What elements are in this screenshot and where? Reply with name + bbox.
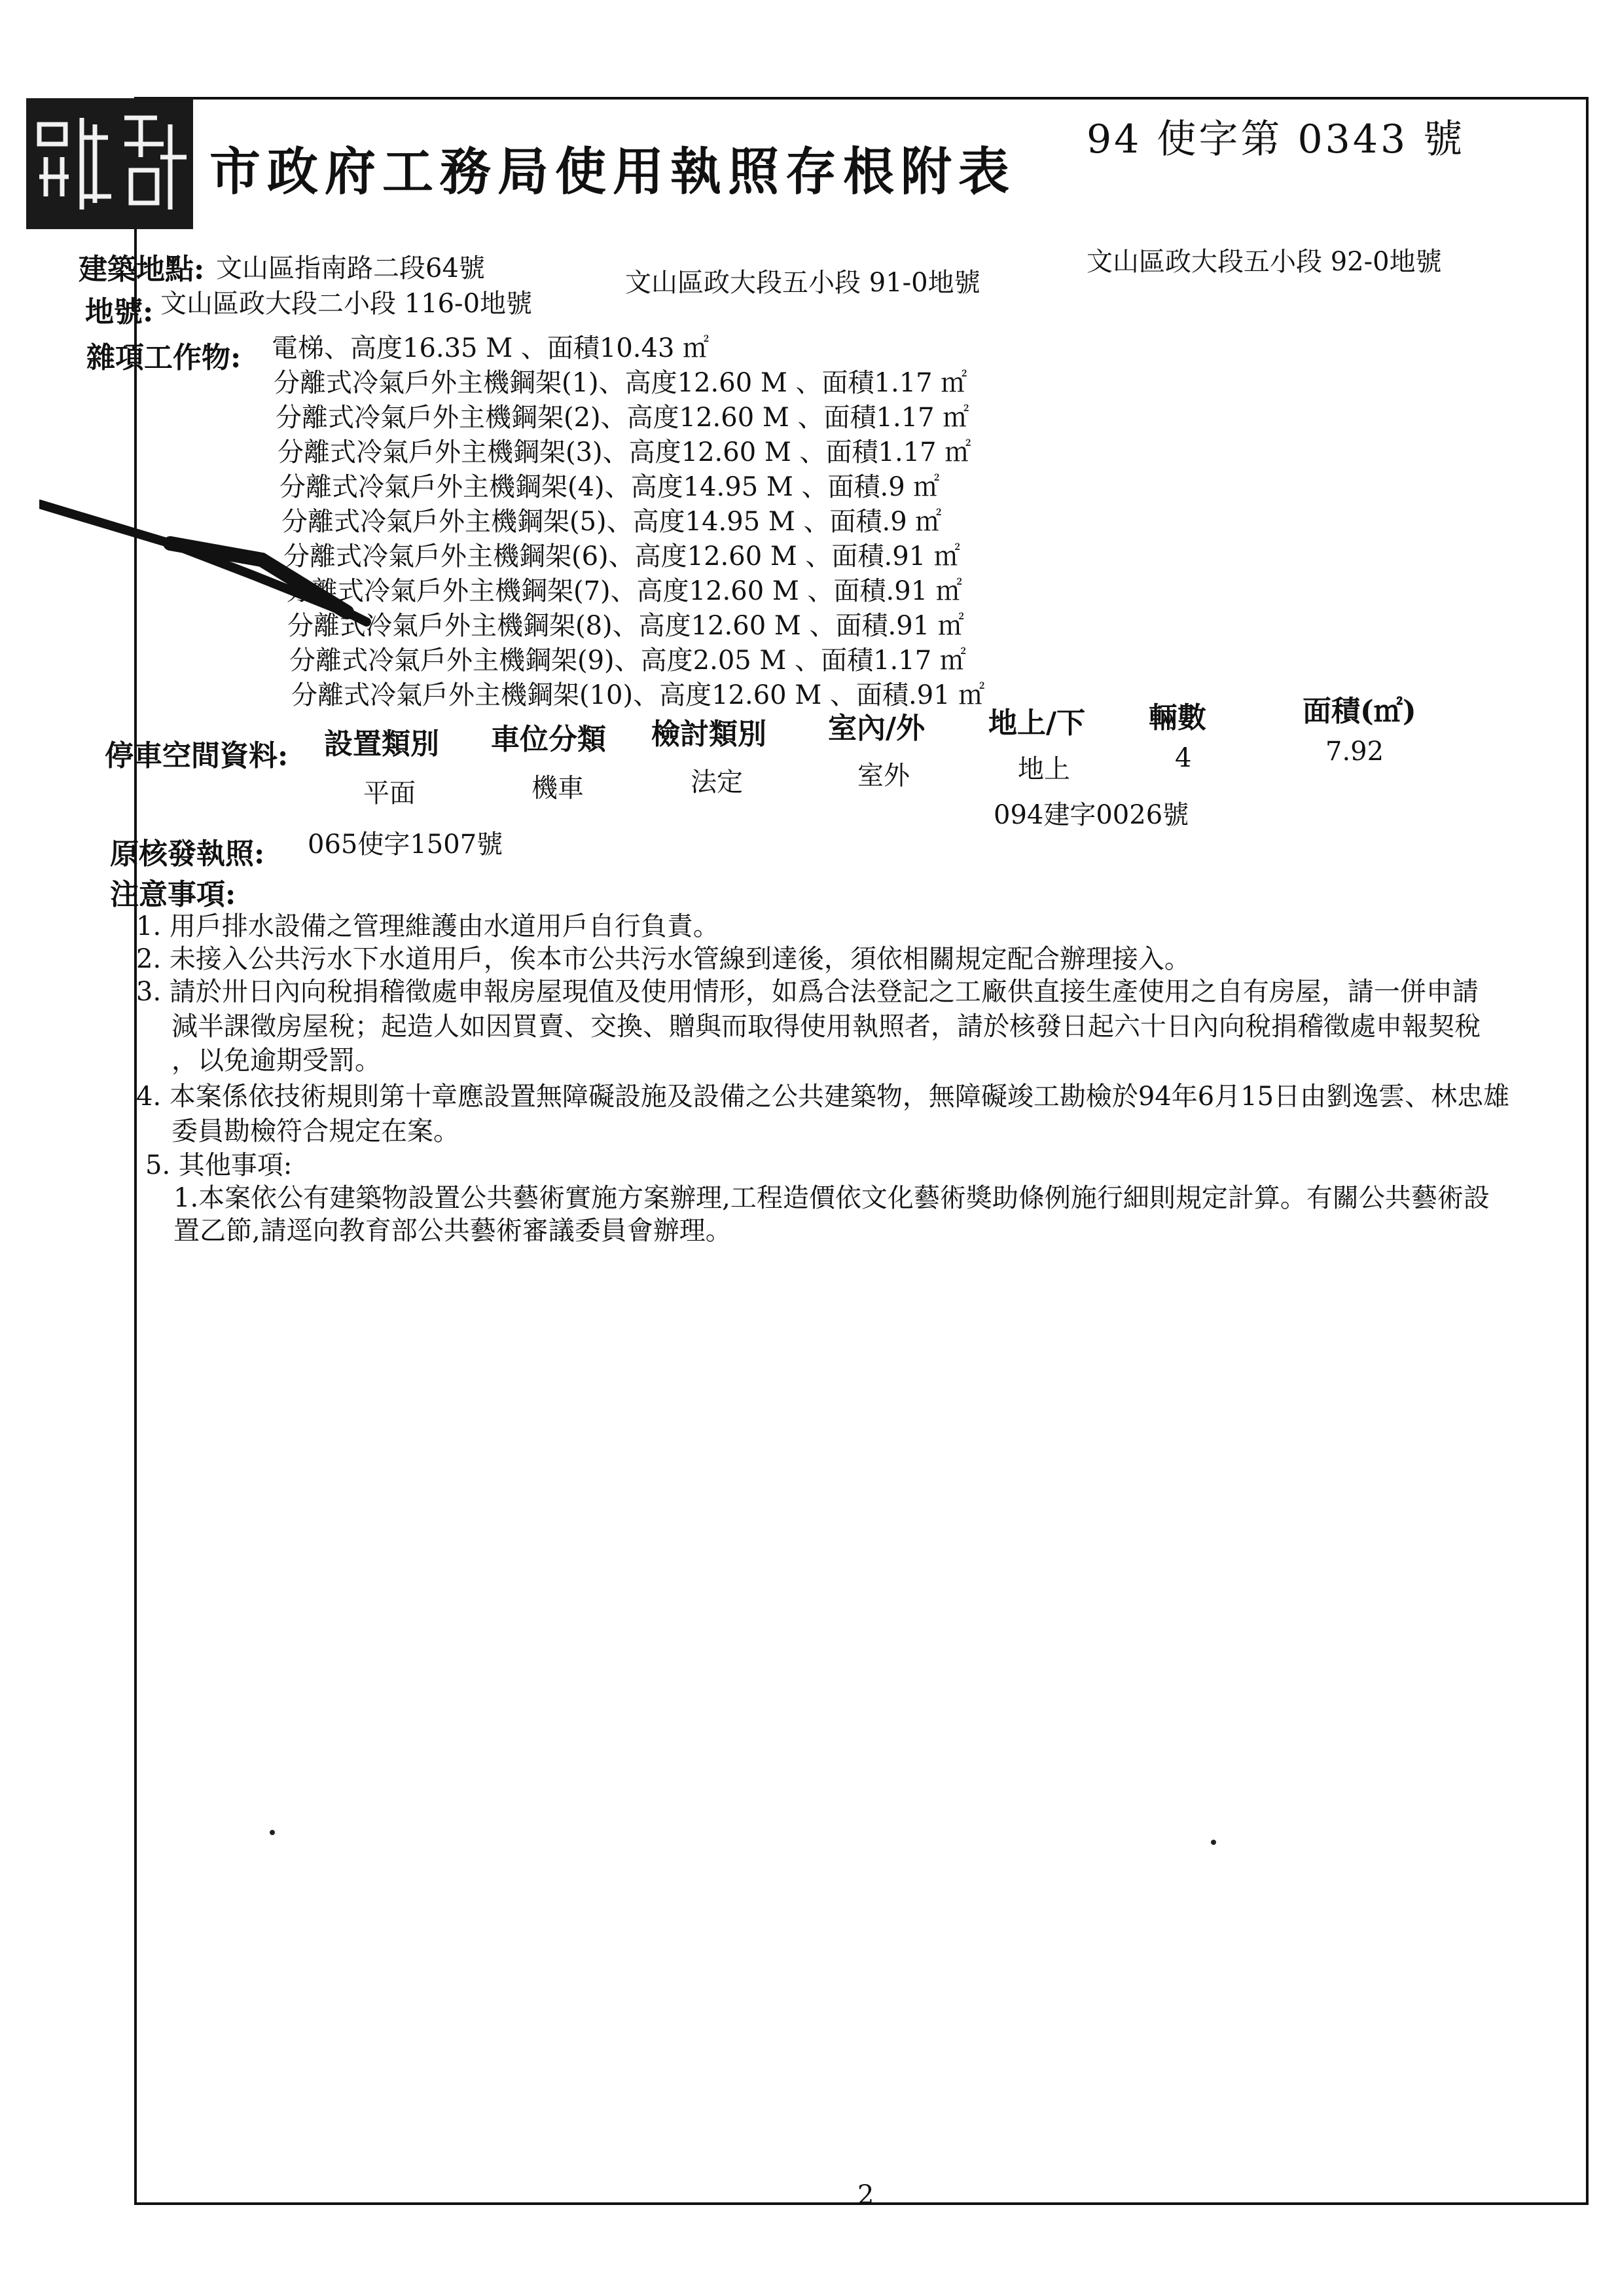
lot-label: 地號: (85, 295, 154, 329)
location-label: 建築地點: (79, 253, 205, 286)
lot-value-2: 文山區政大段五小段 91-0地號 (625, 268, 980, 298)
parking-label: 停車空間資料: (105, 739, 289, 773)
misc-work-item: 分離式冷氣戶外主機鋼架(1)、高度12.60 M 、面積1.17 ㎡ (274, 368, 967, 398)
misc-work-item: 分離式冷氣戶外主機鋼架(3)、高度12.60 M 、面積1.17 ㎡ (278, 437, 971, 467)
page-number: 2 (857, 2180, 874, 2210)
scan-speck (270, 1830, 275, 1835)
official-seal-stamp (26, 98, 193, 229)
misc-work-item: 分離式冷氣戶外主機鋼架(6)、高度12.60 M 、面積.91 ㎡ (283, 541, 960, 572)
permit-number: 94 使字第 0343 號 (1087, 117, 1465, 162)
note-line: 1. 用戶排水設備之管理維護由水道用戶自行負責。 (136, 911, 719, 941)
lot-value-1: 文山區政大段二小段 116-0地號 (160, 289, 533, 319)
notes-label: 注意事項: (110, 878, 236, 911)
parking-header-indoor: 室內/外 (828, 712, 926, 745)
note-line: 3. 請於卅日內向稅捐稽徵處申報房屋現值及使用情形，如爲合法登記之工廠供直接生產使用之自有房屋，請一併申請 (136, 977, 1479, 1007)
parking-header-count: 輛數 (1149, 701, 1206, 735)
note-line: 置乙節,請逕向教育部公共藝術審議委員會辦理。 (173, 1216, 732, 1246)
document-title: 市政府工務局使用執照存根附表 (209, 142, 1016, 202)
parking-header-review: 檢討類別 (651, 718, 766, 751)
misc-work-item: 分離式冷氣戶外主機鋼架(8)、高度12.60 M 、面積.91 ㎡ (287, 611, 964, 641)
parking-cell-class: 機車 (531, 773, 584, 803)
scan-speck (1211, 1840, 1216, 1845)
misc-work-item: 分離式冷氣戶外主機鋼架(7)、高度12.60 M 、面積.91 ㎡ (285, 576, 962, 606)
parking-cell-level: 地上 (1018, 754, 1070, 784)
location-value: 文山區指南路二段64號 (216, 253, 485, 283)
parking-header-type: 設置類別 (324, 727, 439, 761)
misc-work-item: 分離式冷氣戶外主機鋼架(9)、高度2.05 M 、面積1.17 ㎡ (289, 646, 966, 676)
note-line: 2. 未接入公共污水下水道用戶，俟本市公共污水管線到達後，須依相關規定配合辦理接入。 (136, 944, 1191, 974)
parking-header-class: 車位分類 (491, 723, 606, 756)
original-license-label: 原核發執照: (110, 837, 265, 871)
parking-ref: 094建字0026號 (994, 800, 1189, 830)
parking-cell-type: 平面 (363, 778, 416, 809)
note-line: ，以免逾期受罰。 (171, 1046, 381, 1076)
parking-header-level: 地上/下 (988, 706, 1086, 740)
misc-work-item: 分離式冷氣戶外主機鋼架(5)、高度14.95 M 、面積.9 ㎡ (281, 507, 942, 537)
parking-cell-indoor: 室外 (857, 761, 910, 791)
misc-works-label: 雜項工作物: (86, 341, 242, 374)
pen-strike-mark (39, 498, 393, 629)
note-line: 4. 本案係依技術規則第十章應設置無障礙設施及設備之公共建築物，無障礙竣工勘檢於94年6月15日由劉逸雲、林忠雄 (136, 1082, 1510, 1112)
original-license-value: 065使字1507號 (308, 829, 503, 860)
parking-cell-review: 法定 (691, 767, 743, 797)
note-line: 1.本案依公有建築物設置公共藝術實施方案辦理,工程造價依文化藝術獎助條例施行細則規定計算。有關公共藝術設 (173, 1183, 1490, 1213)
parking-header-area: 面積(㎡) (1303, 695, 1416, 728)
lot-value-3: 文山區政大段五小段 92-0地號 (1087, 247, 1442, 277)
note-line: 減半課徵房屋稅；起造人如因買賣、交換、贈與而取得使用執照者，請於核發日起六十日內向稅捐稽徵處申報契稅 (171, 1011, 1481, 1042)
parking-cell-area: 7.92 (1325, 737, 1384, 767)
parking-cell-count: 4 (1175, 743, 1192, 773)
misc-work-item: 分離式冷氣戶外主機鋼架(2)、高度12.60 M 、面積1.17 ㎡ (276, 403, 969, 433)
note-line: 委員勘檢符合規定在案。 (171, 1116, 459, 1146)
misc-work-item: 電梯、高度16.35 M 、面積10.43 ㎡ (272, 333, 710, 363)
misc-work-item: 分離式冷氣戶外主機鋼架(4)、高度14.95 M 、面積.9 ㎡ (279, 472, 940, 502)
note-line: 5. 其他事項: (145, 1150, 293, 1180)
misc-work-item: 分離式冷氣戶外主機鋼架(10)、高度12.60 M 、面積.91 ㎡ (291, 680, 985, 710)
